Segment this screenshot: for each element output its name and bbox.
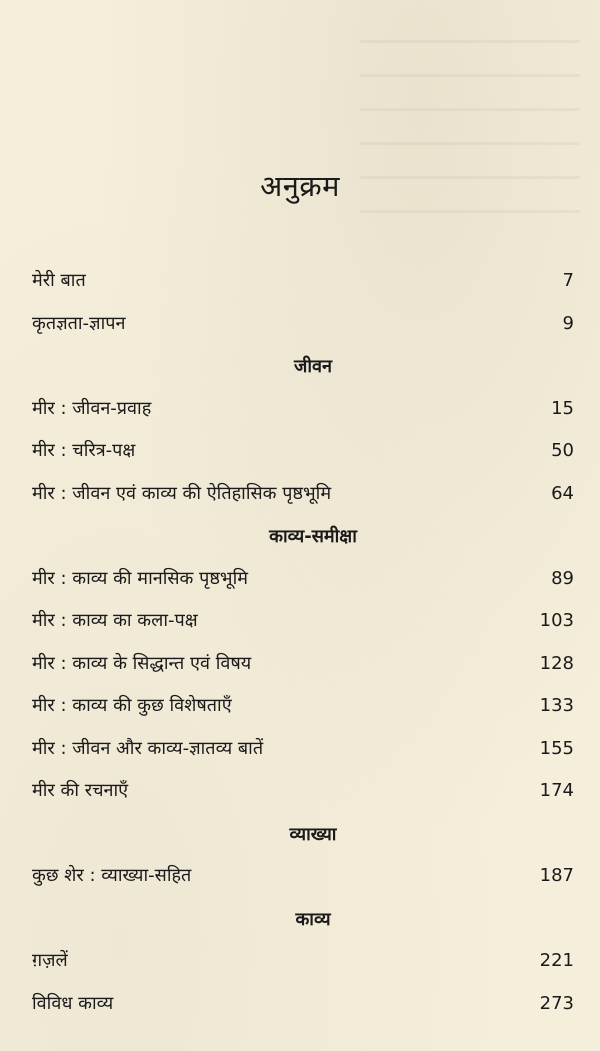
toc-entry (32, 475, 574, 518)
page-title: अनुक्रम (260, 169, 340, 203)
toc-entry (32, 560, 574, 603)
toc-entry-label: मीर की रचनाएँ (32, 780, 129, 801)
toc-entry-page: 221 (539, 950, 574, 971)
toc-entry-page: 174 (539, 780, 574, 801)
toc-entry (32, 985, 574, 1028)
toc-entry (32, 602, 574, 645)
toc-entry-page: 50 (551, 440, 574, 461)
toc-entry (32, 262, 574, 305)
toc-entry-page: 15 (551, 397, 574, 419)
toc-entry-label: मीर : जीवन-प्रवाह (32, 397, 152, 419)
toc-entry-label: मीर : जीवन एवं काव्य की ऐतिहासिक पृष्ठभूमि (32, 482, 332, 504)
table-of-contents (32, 262, 574, 1027)
toc-entry (32, 645, 574, 688)
toc-entry (32, 432, 574, 475)
toc-entry-page: 273 (539, 992, 574, 1014)
toc-entry-page: 133 (539, 695, 574, 716)
toc-entry-page: 128 (539, 652, 574, 674)
toc-entry-page: 155 (539, 737, 574, 759)
toc-entry (32, 942, 574, 985)
toc-entry-label: मीर : चरित्र-पक्ष (32, 440, 136, 461)
section-heading: व्याख्या (289, 823, 337, 845)
toc-entry-label: ग़ज़लें (32, 950, 68, 971)
toc-entry-page: 7 (562, 270, 574, 291)
toc-entry-label: मीर : काव्य की कुछ विशेषताएँ (32, 695, 232, 716)
toc-entry-page: 64 (551, 482, 574, 504)
toc-entry-label: कृतज्ञता-ज्ञापन (32, 312, 126, 334)
toc-entry (32, 687, 574, 730)
toc-entry-page: 103 (539, 610, 574, 631)
toc-entry-label: मीर : काव्य का कला-पक्ष (32, 610, 198, 631)
toc-entry-page: 187 (539, 865, 574, 886)
toc-entry-label: मीर : काव्य की मानसिक पृष्ठभूमि (32, 567, 249, 589)
toc-entry-page: 89 (551, 567, 574, 589)
toc-entry-label: कुछ शेर : व्याख्या-सहित (32, 865, 192, 886)
section-heading: जीवन (293, 356, 333, 377)
toc-entry-label: विविध काव्य (32, 992, 114, 1014)
toc-entry (32, 857, 574, 900)
toc-entry (32, 390, 574, 433)
toc-entry (32, 305, 574, 348)
section-heading: काव्य (295, 908, 331, 930)
toc-entry-label: मीर : काव्य के सिद्धान्त एवं विषय (32, 652, 252, 674)
toc-entry (32, 772, 574, 815)
toc-entry-label: मेरी बात (32, 270, 86, 291)
section-heading: काव्य-समीक्षा (269, 526, 357, 547)
toc-entry (32, 730, 574, 773)
toc-entry-page: 9 (562, 312, 574, 334)
toc-entry-label: मीर : जीवन और काव्य-ज्ञातव्य बातें (32, 737, 264, 759)
